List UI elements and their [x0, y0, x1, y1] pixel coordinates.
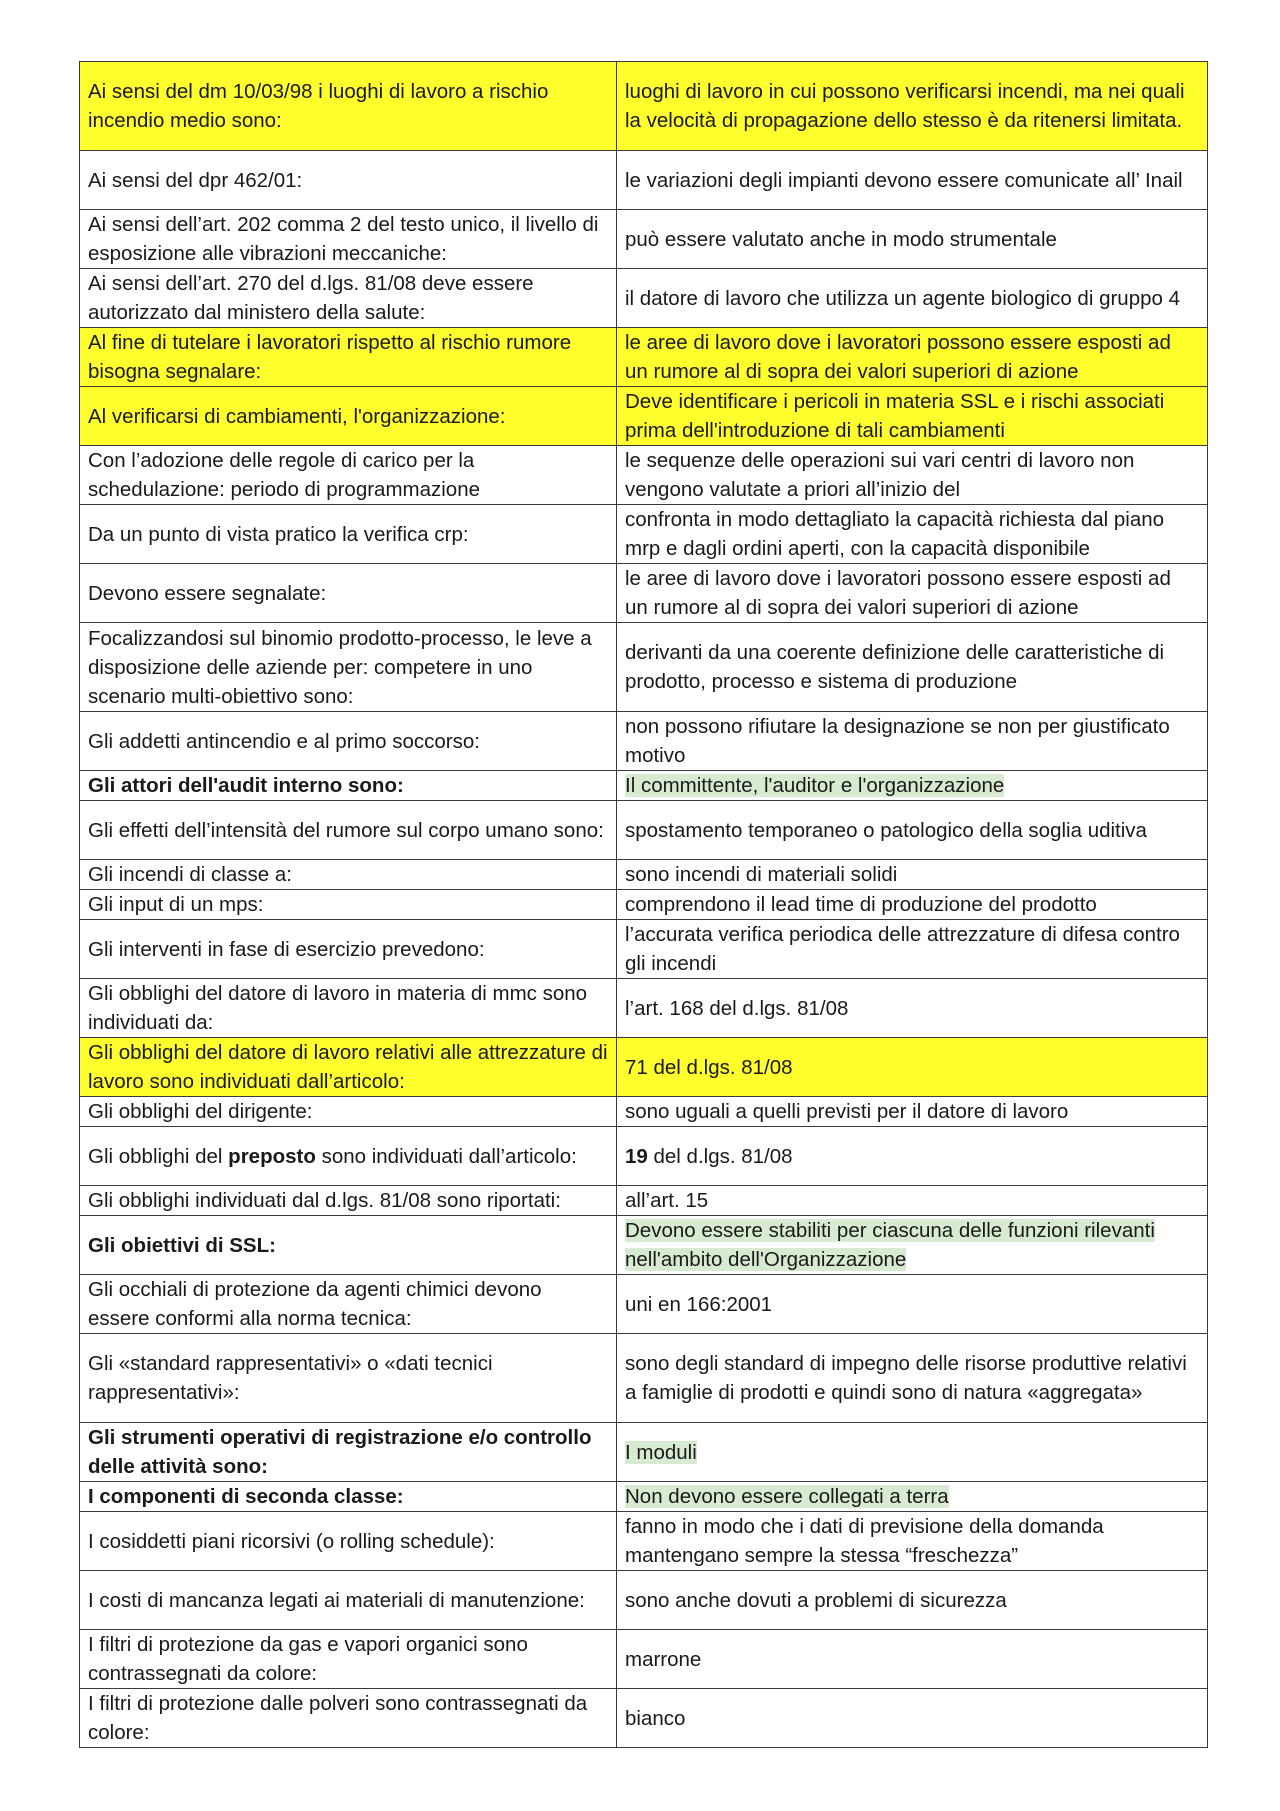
answer-cell: Deve identificare i pericoli in materia SSL e i rischi associati prima dell'introduzione di tali cambiamenti — [617, 387, 1208, 446]
answer-cell: sono uguali a quelli previsti per il datore di lavoro — [617, 1097, 1208, 1127]
table-row — [80, 564, 1208, 623]
table-row — [80, 890, 1208, 920]
answer-cell: l’art. 168 del d.lgs. 81/08 — [617, 979, 1208, 1038]
answer-cell: l’accurata verifica periodica delle attrezzature di difesa contro gli incendi — [617, 920, 1208, 979]
question-bold-term: preposto — [228, 1144, 316, 1168]
table-row — [80, 1334, 1208, 1423]
question-cell: Gli addetti antincendio e al primo soccorso: — [80, 712, 617, 771]
table-row — [80, 860, 1208, 890]
table-row — [80, 328, 1208, 387]
answer-highlight: I moduli — [625, 1440, 697, 1464]
question-text: Gli obblighi del — [88, 1144, 229, 1168]
table-row — [80, 387, 1208, 446]
table-row — [80, 1630, 1208, 1689]
question-cell: Al verificarsi di cambiamenti, l'organizzazione: — [80, 387, 617, 446]
table-row — [80, 1482, 1208, 1512]
table-row — [80, 1038, 1208, 1097]
answer-cell: le aree di lavoro dove i lavoratori possono essere esposti ad un rumore al di sopra dei valori superiori di azione — [617, 328, 1208, 387]
table-row — [80, 446, 1208, 505]
table-row — [80, 1275, 1208, 1334]
question-cell: Da un punto di vista pratico la verifica crp: — [80, 505, 617, 564]
question-cell: Gli obblighi individuati dal d.lgs. 81/08 sono riportati: — [80, 1186, 617, 1216]
answer-cell: sono incendi di materiali solidi — [617, 860, 1208, 890]
answer-cell: spostamento temporaneo o patologico della soglia uditiva — [617, 801, 1208, 860]
table-row — [80, 712, 1208, 771]
table-row — [80, 62, 1208, 151]
question-cell: Gli interventi in fase di esercizio prevedono: — [80, 920, 617, 979]
table-row — [80, 623, 1208, 712]
answer-cell — [617, 1216, 1208, 1275]
answer-cell: fanno in modo che i dati di previsione della domanda mantengano sempre la stessa “freschezza” — [617, 1512, 1208, 1571]
question-cell: I cosiddetti piani ricorsivi (o rolling schedule): — [80, 1512, 617, 1571]
answer-cell — [617, 1482, 1208, 1512]
question-cell: I componenti di seconda classe: — [80, 1482, 617, 1512]
answer-text: del d.lgs. 81/08 — [647, 1144, 793, 1168]
answer-cell: il datore di lavoro che utilizza un agente biologico di gruppo 4 — [617, 269, 1208, 328]
answer-cell: marrone — [617, 1630, 1208, 1689]
answer-cell: può essere valutato anche in modo strumentale — [617, 210, 1208, 269]
table-row — [80, 1689, 1208, 1748]
table-row — [80, 1423, 1208, 1482]
answer-cell: comprendono il lead time di produzione del prodotto — [617, 890, 1208, 920]
answer-highlight: Non devono essere collegati a terra — [625, 1485, 949, 1508]
answer-cell: bianco — [617, 1689, 1208, 1748]
question-cell: Gli effetti dell’intensità del rumore sul corpo umano sono: — [80, 801, 617, 860]
question-cell: Ai sensi del dpr 462/01: — [80, 151, 617, 210]
table-row — [80, 269, 1208, 328]
question-cell: Gli obblighi del datore di lavoro in materia di mmc sono individuati da: — [80, 979, 617, 1038]
question-cell: Con l’adozione delle regole di carico per la schedulazione: periodo di programmazione — [80, 446, 617, 505]
table-row — [80, 920, 1208, 979]
qa-table — [79, 61, 1208, 1748]
question-cell: Gli «standard rappresentativi» o «dati tecnici rappresentativi»: — [80, 1334, 617, 1423]
question-cell: Ai sensi dell’art. 202 comma 2 del testo unico, il livello di esposizione alle vibrazioni meccaniche: — [80, 210, 617, 269]
question-cell: Focalizzandosi sul binomio prodotto-processo, le leve a disposizione delle aziende per: competere in uno scenario multi-obiettivo sono: — [80, 623, 617, 712]
question-cell: Ai sensi del dm 10/03/98 i luoghi di lavoro a rischio incendio medio sono: — [80, 62, 617, 151]
question-cell: Gli obblighi del datore di lavoro relativi alle attrezzature di lavoro sono individuati dall’articolo: — [80, 1038, 617, 1097]
table-row — [80, 771, 1208, 801]
article-number: 19 — [625, 1144, 648, 1168]
answer-highlight: Devono essere stabiliti per ciascuna delle funzioni rilevanti — [625, 1219, 1155, 1242]
answer-cell — [617, 1127, 1208, 1186]
answer-cell: luoghi di lavoro in cui possono verificarsi incendi, ma nei quali la velocità di propagazione dello stesso è da ritenersi limitata. — [617, 62, 1208, 151]
question-cell — [80, 1127, 617, 1186]
answer-cell: derivanti da una coerente definizione delle caratteristiche di prodotto, processo e sistema di produzione — [617, 623, 1208, 712]
table-row — [80, 1097, 1208, 1127]
answer-cell: le aree di lavoro dove i lavoratori possono essere esposti ad un rumore al di sopra dei valori superiori di azione — [617, 564, 1208, 623]
table-row — [80, 1512, 1208, 1571]
table-row — [80, 801, 1208, 860]
question-cell: I filtri di protezione da gas e vapori organici sono contrassegnati da colore: — [80, 1630, 617, 1689]
question-cell: Gli incendi di classe a: — [80, 860, 617, 890]
table-row — [80, 1571, 1208, 1630]
question-cell: Gli obblighi del dirigente: — [80, 1097, 617, 1127]
answer-cell: sono degli standard di impegno delle risorse produttive relativi a famiglie di prodotti e quindi sono di natura «aggregata» — [617, 1334, 1208, 1423]
table-row — [80, 210, 1208, 269]
table-row — [80, 1127, 1208, 1186]
question-cell: I filtri di protezione dalle polveri sono contrassegnati da colore: — [80, 1689, 617, 1748]
table-row — [80, 1186, 1208, 1216]
question-text: sono individuati dall’articolo: — [315, 1144, 577, 1168]
answer-highlight: Il committente, l'auditor e l'organizzazione — [625, 774, 1005, 797]
question-cell: I costi di mancanza legati ai materiali di manutenzione: — [80, 1571, 617, 1630]
answer-cell: 71 del d.lgs. 81/08 — [617, 1038, 1208, 1097]
answer-cell: sono anche dovuti a problemi di sicurezza — [617, 1571, 1208, 1630]
table-row — [80, 505, 1208, 564]
table-row — [80, 151, 1208, 210]
answer-cell — [617, 771, 1208, 801]
table-row — [80, 979, 1208, 1038]
question-cell: Ai sensi dell’art. 270 del d.lgs. 81/08 deve essere autorizzato dal ministero della salute: — [80, 269, 617, 328]
answer-cell: all’art. 15 — [617, 1186, 1208, 1216]
question-cell: Devono essere segnalate: — [80, 564, 617, 623]
answer-cell: confronta in modo dettagliato la capacità richiesta dal piano mrp e dagli ordini aperti, con la capacità disponibile — [617, 505, 1208, 564]
answer-cell: le sequenze delle operazioni sui vari centri di lavoro non vengono valutate a priori all’inizio del — [617, 446, 1208, 505]
answer-cell — [617, 1423, 1208, 1482]
question-cell: Gli input di un mps: — [80, 890, 617, 920]
question-cell: Al fine di tutelare i lavoratori rispetto al rischio rumore bisogna segnalare: — [80, 328, 617, 387]
answer-highlight: nell'ambito dell'Organizzazione — [625, 1248, 907, 1271]
table-row — [80, 1216, 1208, 1275]
question-cell: Gli occhiali di protezione da agenti chimici devono essere conformi alla norma tecnica: — [80, 1275, 617, 1334]
question-cell: Gli strumenti operativi di registrazione e/o controllo delle attività sono: — [80, 1423, 617, 1482]
answer-cell: uni en 166:2001 — [617, 1275, 1208, 1334]
question-cell: Gli obiettivi di SSL: — [80, 1216, 617, 1275]
question-cell: Gli attori dell'audit interno sono: — [80, 771, 617, 801]
answer-cell: non possono rifiutare la designazione se non per giustificato motivo — [617, 712, 1208, 771]
answer-cell: le variazioni degli impianti devono essere comunicate all’ Inail — [617, 151, 1208, 210]
